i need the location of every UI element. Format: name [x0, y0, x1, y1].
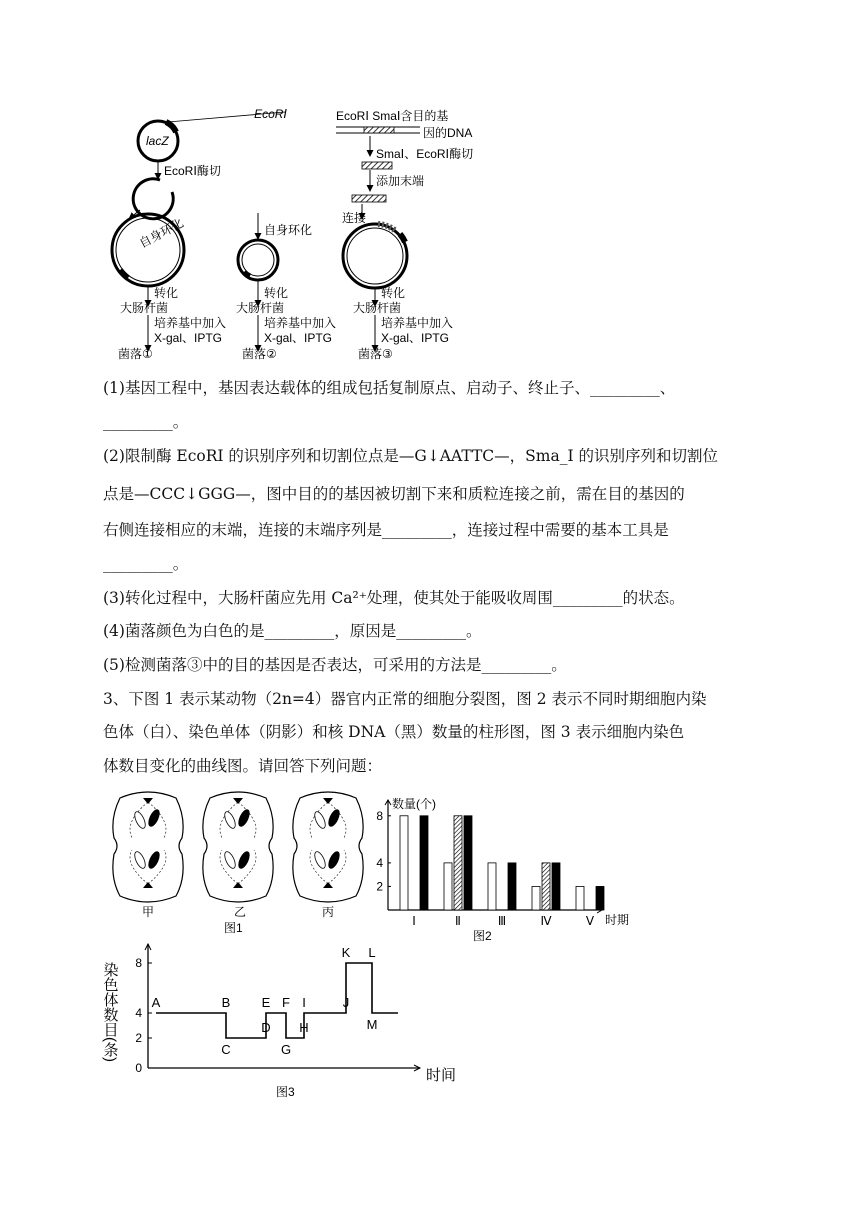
colony2-branch: [236, 281, 336, 361]
chromosome: [147, 850, 162, 870]
fig2-ytick-label: 2: [376, 879, 383, 894]
fig2-bar: [542, 863, 550, 910]
fig2-bar: [576, 886, 584, 910]
add-end-label: 添加末端: [376, 174, 425, 188]
self-circ-mid-label: 自身环化: [264, 223, 313, 237]
target-dna-label-b: 因的DNA: [423, 126, 473, 140]
fig3-point-label: B: [221, 995, 231, 1010]
fig2-xtick-label: Ⅰ: [412, 914, 416, 928]
centrosome-bottom: [143, 882, 153, 888]
centrosome-top: [233, 798, 243, 804]
fig2-xtick-label: Ⅴ: [585, 914, 595, 928]
fig3-point-label: H: [299, 1020, 309, 1035]
centrosome-top: [143, 798, 153, 804]
fig2-bar: [488, 863, 496, 910]
fig2-bar: [400, 816, 408, 910]
fig2-xtick-label: Ⅲ: [497, 914, 507, 928]
cell-label-bing: 丙: [322, 905, 335, 919]
cell-3: [293, 792, 363, 902]
chromosome: [133, 810, 148, 830]
svg-text:转化: 转化: [381, 286, 406, 300]
fig3-series-line: [156, 963, 398, 1038]
fig3-ytick-label: 8: [135, 956, 142, 970]
q2-line2: 点是—CCC↓GGG—，图中目的的基因被切割下来和质粒连接之前，需在目的基因的: [103, 485, 685, 503]
fig3-ytick-label: 2: [135, 1031, 142, 1045]
fig2-xlabel: 时期: [605, 913, 630, 927]
cut-plasmid: [133, 179, 173, 219]
fig3-point-label: A: [151, 995, 161, 1010]
fig3-point-label: E: [261, 995, 271, 1010]
chromosome: [223, 810, 238, 830]
chromosome: [313, 850, 328, 870]
fig3-line-chart: [100, 940, 470, 1100]
colony3-branch: [353, 285, 453, 361]
lacz-label: lacZ: [146, 134, 169, 148]
fig3-point-label: J: [342, 995, 350, 1010]
ligate-label: 连接: [342, 211, 367, 225]
chromosome: [237, 808, 252, 828]
cell-1: [113, 792, 183, 902]
fig2-bar: [552, 863, 560, 910]
fig1-caption: 图1: [224, 921, 243, 935]
q4-line: (4)菌落颜色为白色的是_________，原因是_________。: [103, 622, 482, 640]
colony2-label: 菌落②: [242, 347, 277, 361]
cell-label-jia: 甲: [142, 905, 155, 919]
fig2-bar: [454, 816, 462, 910]
q2-line3: 右侧连接相应的末端，连接的末端序列是_________，连接过程中需要的基本工具是: [103, 521, 669, 539]
fig3-point-label: G: [280, 1042, 292, 1057]
svg-text:转化: 转化: [264, 286, 289, 300]
centrosome-bottom: [233, 882, 243, 888]
fig3-ylabel: 染色体数目(条): [101, 962, 119, 1062]
q2-line1: (2)限制酶 EcoRI 的识别序列和切割位点是—G↓AATTC—，Sma_I 的识别序列和切割位: [103, 447, 719, 465]
q1-line2: _________。: [103, 413, 189, 431]
svg-text:X-gal、IPTG: X-gal、IPTG: [154, 331, 223, 345]
ecori-top-label: EcoRⅠ: [254, 107, 287, 121]
fig3-ytick-label: 4: [135, 1006, 142, 1020]
colony1-branch: [118, 285, 226, 361]
colony3-label: 菌落③: [358, 347, 393, 361]
recombinant-plasmid: [343, 224, 407, 288]
fig2-bar-chart: [370, 790, 640, 950]
plasmid-construction-figure: [100, 100, 520, 362]
svg-text:大肠杆菌: 大肠杆菌: [353, 301, 402, 315]
svg-text:X-gal、IPTG: X-gal、IPTG: [264, 331, 333, 345]
item3-line1: 3、下图 1 表示某动物（2n=4）器官内正常的细胞分裂图，图 2 表示不同时期细胞内染: [103, 690, 707, 708]
chromosome: [147, 808, 162, 828]
target-fragment-ends: [352, 195, 386, 202]
fig2-xtick-label: Ⅱ: [455, 914, 461, 928]
svg-text:培养基中加入: 培养基中加入: [264, 316, 337, 330]
fig2-ytick-label: 4: [376, 855, 383, 870]
target-dna-label-a: EcoRⅠ SmaⅠ含目的基: [336, 109, 449, 123]
fig3-xlabel: 时间: [426, 1067, 457, 1084]
self-circ-left-label: 自身环化: [136, 215, 186, 251]
fig3-point-label: M: [366, 1017, 378, 1032]
fig2-caption: 图2: [473, 929, 492, 943]
fig2-bar: [596, 886, 604, 910]
cell-division-figure: [100, 788, 380, 938]
chromosome: [313, 810, 328, 830]
svg-text:培养基中加入: 培养基中加入: [381, 316, 454, 330]
svg-text:转化: 转化: [154, 286, 179, 300]
chromosome: [223, 850, 238, 870]
eco-cut-label: EcoRⅠ酶切: [164, 164, 221, 178]
fig3-point-label: K: [341, 945, 351, 960]
fig3-point-label: F: [282, 995, 290, 1010]
fig3-point-label: L: [368, 945, 376, 960]
svg-text:大肠杆菌: 大肠杆菌: [236, 301, 285, 315]
fig2-ytick-label: 8: [376, 808, 383, 823]
fig2-bar: [508, 863, 516, 910]
chromosome: [327, 850, 342, 870]
sma-eco-cut-label: SmaⅠ、EcoRⅠ酶切: [376, 147, 474, 161]
fig3-point-label: I: [302, 995, 306, 1010]
colony1-label: 菌落①: [118, 347, 153, 361]
q5-line: (5)检测菌落③中的目的基因是否表达，可采用的方法是_________。: [103, 656, 567, 674]
chromosome: [133, 850, 148, 870]
item3-line3: 体数目变化的曲线图。请回答下列问题：: [103, 757, 383, 775]
item3-line2: 色体（白）、染色单体（阴影）和核 DNA（黑）数量的柱形图，图 3 表示细胞内染色: [103, 723, 685, 741]
svg-text:培养基中加入: 培养基中加入: [154, 316, 227, 330]
target-fragment: [362, 162, 392, 169]
fig3-point-label: C: [221, 1042, 231, 1057]
fig2-bar: [420, 816, 428, 910]
svg-text:X-gal、IPTG: X-gal、IPTG: [381, 331, 450, 345]
centrosome-top: [323, 798, 333, 804]
fig3-caption: 图3: [276, 1085, 295, 1099]
fig2-ylabel: 数量(个): [392, 797, 436, 811]
fig2-bar: [444, 863, 452, 910]
cell-label-yi: 乙: [234, 905, 247, 919]
fig2-bar: [532, 886, 540, 910]
q1-line1: (1)基因工程中，基因表达载体的组成包括复制原点、启动子、终止子、_________、: [103, 379, 676, 397]
fig3-point-label: D: [261, 1020, 271, 1035]
fig2-xtick-label: Ⅳ: [540, 914, 552, 928]
chromosome: [237, 850, 252, 870]
q3-line: (3)转化过程中，大肠杆菌应先用 Ca²⁺处理，使其处于能吸收周围_________的状态。: [103, 589, 685, 607]
fig2-bar: [464, 816, 472, 910]
cell-2: [203, 792, 273, 902]
chromosome: [327, 808, 342, 828]
q2-line4: _________。: [103, 555, 189, 573]
centrosome-bottom: [323, 882, 333, 888]
fig3-ytick-label: 0: [135, 1061, 142, 1075]
svg-text:大肠杆菌: 大肠杆菌: [120, 301, 169, 315]
